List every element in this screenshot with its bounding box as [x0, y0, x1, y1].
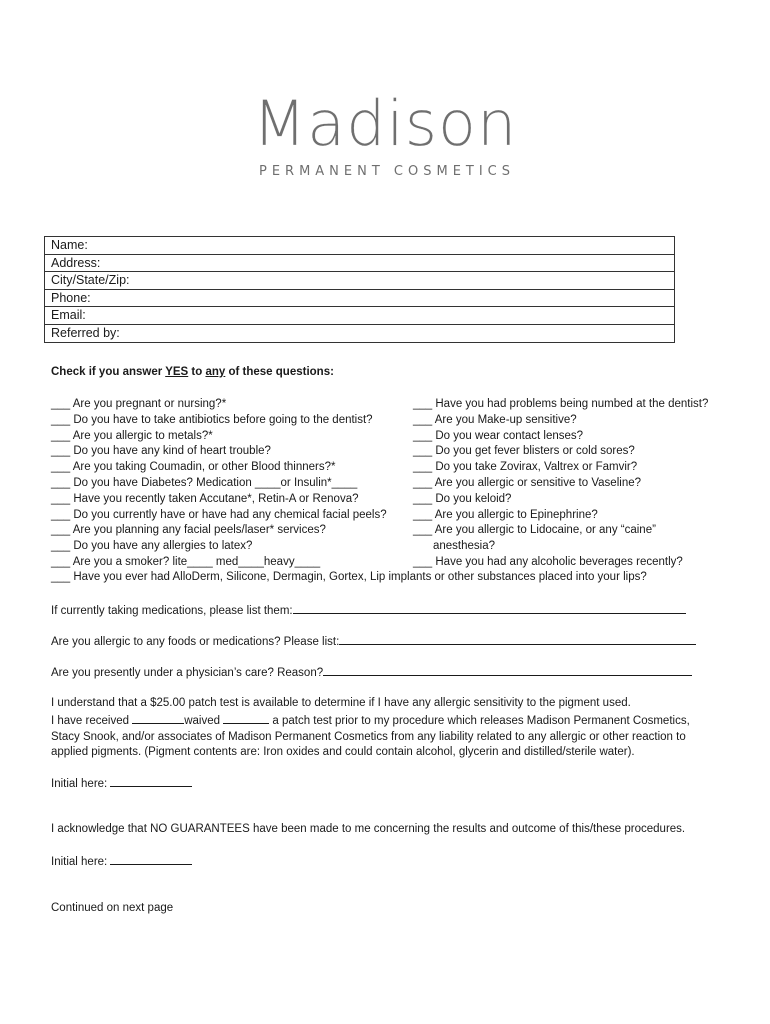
- question-item[interactable]: ___ Do you take Zovirax, Valtrex or Famvir?: [413, 461, 638, 474]
- patch-received-blank[interactable]: [132, 712, 184, 724]
- question-item-continuation: anesthesia?: [433, 540, 496, 553]
- logo-subtitle: PERMANENT COSMETICS: [258, 164, 516, 179]
- questions-right-column: [413, 397, 733, 571]
- initial-line-2[interactable]: Initial here:: [51, 853, 192, 871]
- patch-waived-blank[interactable]: [223, 712, 269, 724]
- question-item[interactable]: ___ Do you have any kind of heart trouble?: [51, 445, 271, 458]
- question-item[interactable]: ___ Are you allergic or sensitive to Vaseline?: [413, 476, 642, 489]
- question-item[interactable]: ___ Are you Make-up sensitive?: [413, 413, 577, 426]
- question-item[interactable]: ___ Do you wear contact lenses?: [413, 429, 584, 442]
- question-item[interactable]: ___ Are you planning any facial peels/laser* services?: [51, 524, 326, 537]
- contact-name-field[interactable]: Name:: [45, 237, 674, 255]
- question-item[interactable]: ___ Are you taking Coumadin, or other Blood thinners?*: [51, 461, 336, 474]
- contact-info-table: [44, 236, 675, 343]
- question-item[interactable]: ___ Do you get fever blisters or cold sores?: [413, 445, 635, 458]
- question-item[interactable]: ___ Are you allergic to Lidocaine, or any “caine”: [413, 524, 656, 537]
- initial-blank-2[interactable]: [110, 853, 192, 865]
- question-item[interactable]: ___ Are you allergic to Epinephrine?: [413, 508, 598, 521]
- question-item[interactable]: ___ Do you currently have or have had any chemical facial peels?: [51, 508, 387, 521]
- question-item-lips[interactable]: ___ Have you ever had AlloDerm, Silicone, Dermagin, Gortex, Lip implants or other substances placed into your lips?: [51, 571, 647, 583]
- initial-line-1[interactable]: Initial here:: [51, 775, 192, 793]
- question-item[interactable]: ___ Do you keloid?: [413, 492, 512, 505]
- physician-line[interactable]: Are you presently under a physician’s care? Reason?: [51, 664, 692, 682]
- allergy-line[interactable]: Are you allergic to any foods or medications? Please list:: [51, 633, 696, 651]
- questions-heading: Check if you answer YES to any of these questions:: [51, 366, 334, 378]
- question-item[interactable]: ___ Are you allergic to metals?*: [51, 429, 213, 442]
- questions-left-column: [51, 397, 411, 571]
- madison-logo: [0, 88, 770, 179]
- acknowledge-text: I acknowledge that NO GUARANTEES have been made to me concerning the results and outcome of this/these procedures.: [51, 823, 686, 835]
- question-item[interactable]: ___ Do you have any allergies to latex?: [51, 540, 253, 553]
- contact-city-field[interactable]: City/State/Zip:: [45, 272, 674, 290]
- question-item[interactable]: ___ Are you a smoker? lite____ med____heavy____: [51, 555, 321, 568]
- question-item[interactable]: ___ Do you have Diabetes? Medication ____or Insulin*____: [51, 476, 358, 489]
- contact-address-field[interactable]: Address:: [45, 255, 674, 273]
- contact-referred-field[interactable]: Referred by:: [51, 325, 120, 340]
- physician-blank[interactable]: [323, 664, 692, 676]
- question-item[interactable]: ___ Have you had problems being numbed at the dentist?: [413, 398, 709, 410]
- patch-test-paragraph: I understand that a $25.00 patch test is available to determine if I have any allergic sensitivity to the pigment used. I have received waived a patch test prior to my procedure which releases Madison Permanent Cosmetics, Stacy Snook, and/or associates of Madison Permanent Cosmetics from any liability related to any allergic or other reaction to applied pigments. (Pigment contents are: Iron oxides and could contain alcohol, glycerin and distilled/sterile water).: [51, 697, 690, 759]
- logo-wordmark: Madison: [252, 87, 518, 160]
- allergy-blank[interactable]: [339, 633, 696, 645]
- question-item[interactable]: ___ Have you had any alcoholic beverages recently?: [413, 555, 683, 568]
- continued-note: Continued on next page: [51, 902, 174, 914]
- medications-line[interactable]: If currently taking medications, please list them:: [51, 602, 686, 620]
- contact-email-field[interactable]: Email:: [45, 307, 674, 325]
- initial-blank-1[interactable]: [110, 775, 192, 787]
- contact-phone-field[interactable]: Phone:: [45, 290, 674, 308]
- medications-blank[interactable]: [293, 602, 686, 614]
- question-item[interactable]: ___ Are you pregnant or nursing?*: [51, 398, 227, 410]
- question-item[interactable]: ___ Do you have to take antibiotics before going to the dentist?: [51, 413, 373, 426]
- question-item[interactable]: ___ Have you recently taken Accutane*, Retin-A or Renova?: [51, 492, 359, 505]
